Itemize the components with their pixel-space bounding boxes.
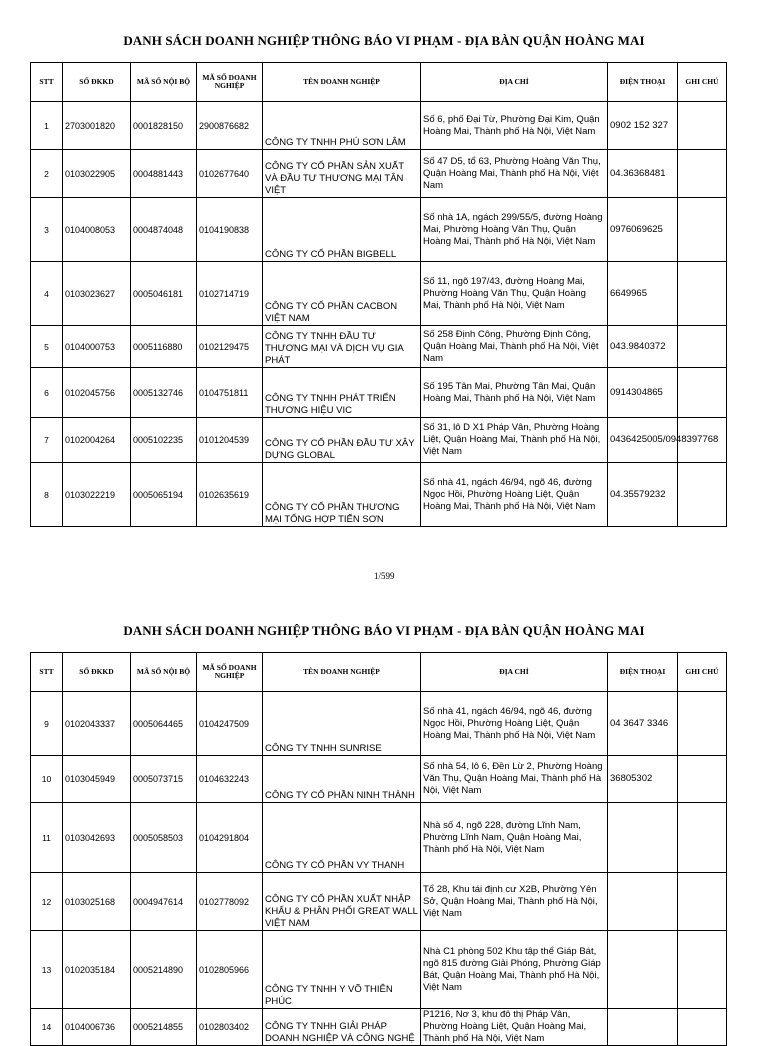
cell-ma-so-noi-bo: 0005064465 — [131, 692, 197, 756]
cell-note — [678, 102, 727, 150]
table-row — [31, 198, 727, 262]
cell-phone: 36805302 — [608, 756, 678, 803]
col-header-so-dkkd: SỐ ĐKKD — [63, 63, 131, 102]
table-row — [31, 368, 727, 418]
cell-ma-so-noi-bo: 0004874048 — [131, 198, 197, 262]
col-header-dien-thoai: ĐIỆN THOẠI — [608, 653, 678, 692]
cell-address: Số 11, ngõ 197/43, đường Hoàng Mai, Phường Hoàng Văn Thụ, Quận Hoàng Mai, Thành phố Hà Nội, Việt Nam — [421, 262, 608, 326]
table-row — [31, 326, 727, 368]
cell-ma-so-dn: 0104291804 — [197, 803, 263, 873]
cell-ma-so-dn: 0104247509 — [197, 692, 263, 756]
cell-stt: 2 — [31, 150, 63, 198]
col-header-ghi-chu: GHI CHÚ — [678, 653, 727, 692]
cell-company-name: CÔNG TY CỔ PHẦN NINH THÀNH — [263, 756, 421, 803]
cell-stt: 10 — [31, 756, 63, 803]
table-row — [31, 463, 727, 527]
col-header-stt: STT — [31, 653, 63, 692]
cell-company-name: CÔNG TY CỔ PHẦN CACBON VIỆT NAM — [263, 262, 421, 326]
cell-stt: 1 — [31, 102, 63, 150]
cell-ma-so-dn: 0102635619 — [197, 463, 263, 527]
cell-so-dkkd: 0104008053 — [63, 198, 131, 262]
cell-stt: 13 — [31, 931, 63, 1009]
cell-ma-so-noi-bo: 0005065194 — [131, 463, 197, 527]
cell-so-dkkd: 0103022905 — [63, 150, 131, 198]
cell-ma-so-dn: 0102677640 — [197, 150, 263, 198]
table-row — [31, 102, 727, 150]
cell-phone: 04 3647 3346 — [608, 692, 678, 756]
cell-ma-so-noi-bo: 0005058503 — [131, 803, 197, 873]
col-header-ma-so-dn: MÃ SỐ DOANH NGHIỆP — [197, 653, 263, 692]
cell-ma-so-noi-bo: 0005132746 — [131, 368, 197, 418]
cell-company-name: CÔNG TY TNHH GIẢI PHÁP DOANH NGHIỆP VÀ CÔNG NGHỆ — [263, 1009, 421, 1046]
cell-ma-so-dn: 0102714719 — [197, 262, 263, 326]
sheet-title: DANH SÁCH DOANH NGHIỆP THÔNG BÁO VI PHẠM - ĐỊA BÀN QUẬN HOÀNG MAI — [123, 33, 645, 48]
cell-so-dkkd: 0103025168 — [63, 873, 131, 931]
cell-phone: 0436425005/0948397768 — [608, 418, 678, 463]
cell-ma-so-dn: 2900876682 — [197, 102, 263, 150]
cell-note — [678, 692, 727, 756]
cell-stt: 8 — [31, 463, 63, 527]
col-header-ma-so-dn: MÃ SỐ DOANH NGHIỆP — [197, 63, 263, 102]
cell-note — [678, 368, 727, 418]
col-header-dien-thoai: ĐIỆN THOẠI — [608, 63, 678, 102]
cell-ma-so-dn: 0102805966 — [197, 931, 263, 1009]
table-row — [31, 803, 727, 873]
cell-company-name: CÔNG TY TNHH PHÚ SƠN LÂM — [263, 102, 421, 150]
cell-ma-so-noi-bo: 0005102235 — [131, 418, 197, 463]
cell-so-dkkd: 0102004264 — [63, 418, 131, 463]
cell-company-name: CÔNG TY CỔ PHẦN SẢN XUẤT VÀ ĐẦU TƯ THƯƠNG MẠI TÂN VIỆT — [263, 150, 421, 198]
cell-phone — [608, 1009, 678, 1046]
cell-company-name: CÔNG TY CỔ PHẦN BIGBELL — [263, 198, 421, 262]
table-row — [31, 931, 727, 1009]
cell-phone: 6649965 — [608, 262, 678, 326]
cell-stt: 12 — [31, 873, 63, 931]
cell-so-dkkd: 2703001820 — [63, 102, 131, 150]
cell-ma-so-noi-bo: 0001828150 — [131, 102, 197, 150]
cell-ma-so-noi-bo: 0005116880 — [131, 326, 197, 368]
cell-company-name: CÔNG TY TNHH PHÁT TRIỂN THƯƠNG HIỆU VIC — [263, 368, 421, 418]
cell-so-dkkd: 0102035184 — [63, 931, 131, 1009]
table-header-row — [31, 63, 727, 102]
cell-note — [678, 150, 727, 198]
cell-phone: 0976069625 — [608, 198, 678, 262]
cell-stt: 5 — [31, 326, 63, 368]
cell-so-dkkd: 0103023627 — [63, 262, 131, 326]
table-row — [31, 692, 727, 756]
table-row — [31, 262, 727, 326]
cell-phone: 0902 152 327 — [608, 102, 678, 150]
sheet-title: DANH SÁCH DOANH NGHIỆP THÔNG BÁO VI PHẠM - ĐỊA BÀN QUẬN HOÀNG MAI — [123, 623, 645, 638]
cell-phone — [608, 931, 678, 1009]
cell-address: Số 47 D5, tổ 63, Phường Hoàng Văn Thụ, Quận Hoàng Mai, Thành phố Hà Nội, Việt Nam — [421, 150, 608, 198]
col-header-so-dkkd: SỐ ĐKKD — [63, 653, 131, 692]
cell-company-name: CÔNG TY TNHH Y VÕ THIÊN PHÚC — [263, 931, 421, 1009]
cell-stt: 14 — [31, 1009, 63, 1046]
cell-address: Số nhà 54, lô 6, Đền Lừ 2, Phường Hoàng Văn Thụ, Quận Hoàng Mai, Thành phố Hà Nội, Việt Nam — [421, 756, 608, 803]
cell-company-name: CÔNG TY TNHH SUNRISE — [263, 692, 421, 756]
cell-ma-so-noi-bo: 0004947614 — [131, 873, 197, 931]
col-header-dia-chi: ĐỊA CHỈ — [421, 63, 608, 102]
cell-stt: 9 — [31, 692, 63, 756]
cell-company-name: CÔNG TY CỔ PHẦN XUẤT NHẬP KHẨU & PHÂN PHỐI GREAT WALL VIỆT NAM — [263, 873, 421, 931]
violation-table — [30, 62, 727, 527]
cell-address: Số 31, lô D X1 Pháp Vân, Phường Hoàng Liệt, Quận Hoàng Mai, Thành phố Hà Nội, Việt Nam — [421, 418, 608, 463]
cell-so-dkkd: 0102045756 — [63, 368, 131, 418]
cell-company-name: CÔNG TY CỔ PHẦN ĐẦU TƯ XÂY DỰNG GLOBAL — [263, 418, 421, 463]
cell-company-name: CÔNG TY CỔ PHẦN THƯƠNG MẠI TỔNG HỢP TIẾN SƠN — [263, 463, 421, 527]
table-row — [31, 418, 727, 463]
cell-note — [678, 803, 727, 873]
cell-address: Số nhà 1A, ngách 299/55/5, đường Hoàng Mai, Phường Hoàng Văn Thụ, Quận Hoàng Mai, Thành phố Hà Nội, Việt Nam — [421, 198, 608, 262]
cell-phone — [608, 803, 678, 873]
table-row — [31, 873, 727, 931]
cell-address: Số nhà 41, ngách 46/94, ngõ 46, đường Ngọc Hồi, Phường Hoàng Liệt, Quận Hoàng Mai, Thành phố Hà Nội, Việt Nam — [421, 463, 608, 527]
cell-note — [678, 756, 727, 803]
cell-note — [678, 326, 727, 368]
cell-address: P1216, Nơ 3, khu đô thị Pháp Vân, Phường Hoàng Liệt, Quận Hoàng Mai, Thành phố Hà Nội, Việt Nam — [421, 1009, 608, 1046]
cell-so-dkkd: 0104006736 — [63, 1009, 131, 1046]
cell-address: Nhà số 4, ngõ 228, đường Lĩnh Nam, Phường Lĩnh Nam, Quận Hoàng Mai, Thành phố Hà Nội, Việt Nam — [421, 803, 608, 873]
cell-so-dkkd: 0104000753 — [63, 326, 131, 368]
cell-so-dkkd: 0103045949 — [63, 756, 131, 803]
cell-ma-so-dn: 0104632243 — [197, 756, 263, 803]
cell-ma-so-dn: 0104190838 — [197, 198, 263, 262]
cell-address: Số 258 Định Công, Phường Định Công, Quận Hoàng Mai, Thành phố Hà Nội, Việt Nam — [421, 326, 608, 368]
cell-note — [678, 1009, 727, 1046]
cell-phone — [608, 873, 678, 931]
cell-so-dkkd: 0102043337 — [63, 692, 131, 756]
col-header-dia-chi: ĐỊA CHỈ — [421, 653, 608, 692]
cell-note — [678, 463, 727, 527]
cell-company-name: CÔNG TY TNHH ĐẦU TƯ THƯƠNG MẠI VÀ DỊCH VỤ GIA PHÁT — [263, 326, 421, 368]
cell-note — [678, 198, 727, 262]
cell-address: Số 6, phố Đại Từ, Phường Đại Kim, Quận Hoàng Mai, Thành phố Hà Nội, Việt Nam — [421, 102, 608, 150]
col-header-ten-dn: TÊN DOANH NGHIỆP — [263, 63, 421, 102]
cell-phone: 04.36368481 — [608, 150, 678, 198]
table-row — [31, 1009, 727, 1046]
col-header-stt: STT — [31, 63, 63, 102]
cell-phone: 04.35579232 — [608, 463, 678, 527]
cell-ma-so-noi-bo: 0005214855 — [131, 1009, 197, 1046]
cell-company-name: CÔNG TY CỔ PHẦN VY THANH — [263, 803, 421, 873]
cell-stt: 7 — [31, 418, 63, 463]
cell-note — [678, 873, 727, 931]
cell-address: Số 195 Tân Mai, Phường Tân Mai, Quận Hoàng Mai, Thành phố Hà Nội, Việt Nam — [421, 368, 608, 418]
cell-address: Nhà C1 phòng 502 Khu tập thể Giáp Bát, ngõ 815 đường Giải Phóng, Phường Giáp Bát, Quận Hoàng Mai, Thành phố Hà Nội, Việt Nam — [421, 931, 608, 1009]
cell-phone: 043.9840372 — [608, 326, 678, 368]
cell-address: Tổ 28, Khu tái định cư X2B, Phường Yên Sở, Quận Hoàng Mai, Thành phố Hà Nội, Việt Nam — [421, 873, 608, 931]
col-header-ten-dn: TÊN DOANH NGHIỆP — [263, 653, 421, 692]
cell-phone: 0914304865 — [608, 368, 678, 418]
cell-ma-so-dn: 0102129475 — [197, 326, 263, 368]
cell-stt: 6 — [31, 368, 63, 418]
cell-stt: 4 — [31, 262, 63, 326]
table-header-row — [31, 653, 727, 692]
cell-ma-so-dn: 0102778092 — [197, 873, 263, 931]
cell-ma-so-noi-bo: 0005046181 — [131, 262, 197, 326]
cell-ma-so-dn: 0104751811 — [197, 368, 263, 418]
col-header-ghi-chu: GHI CHÚ — [678, 63, 727, 102]
cell-so-dkkd: 0103022219 — [63, 463, 131, 527]
cell-ma-so-noi-bo: 0004881443 — [131, 150, 197, 198]
cell-so-dkkd: 0103042693 — [63, 803, 131, 873]
col-header-ma-so-noi-bo: MÃ SỐ NỘI BỘ — [131, 63, 197, 102]
table-row — [31, 150, 727, 198]
cell-address: Số nhà 41, ngách 46/94, ngõ 46, đường Ngọc Hồi, Phường Hoàng Liệt, Quận Hoàng Mai, Thành phố Hà Nội, Việt Nam — [421, 692, 608, 756]
cell-ma-so-dn: 0101204539 — [197, 418, 263, 463]
cell-ma-so-noi-bo: 0005073715 — [131, 756, 197, 803]
cell-note — [678, 931, 727, 1009]
cell-stt: 11 — [31, 803, 63, 873]
table-row — [31, 756, 727, 803]
cell-stt: 3 — [31, 198, 63, 262]
page-number: 1/599 — [374, 571, 395, 581]
cell-ma-so-dn: 0102803402 — [197, 1009, 263, 1046]
cell-note — [678, 262, 727, 326]
col-header-ma-so-noi-bo: MÃ SỐ NỘI BỘ — [131, 653, 197, 692]
cell-ma-so-noi-bo: 0005214890 — [131, 931, 197, 1009]
violation-table — [30, 652, 727, 1046]
